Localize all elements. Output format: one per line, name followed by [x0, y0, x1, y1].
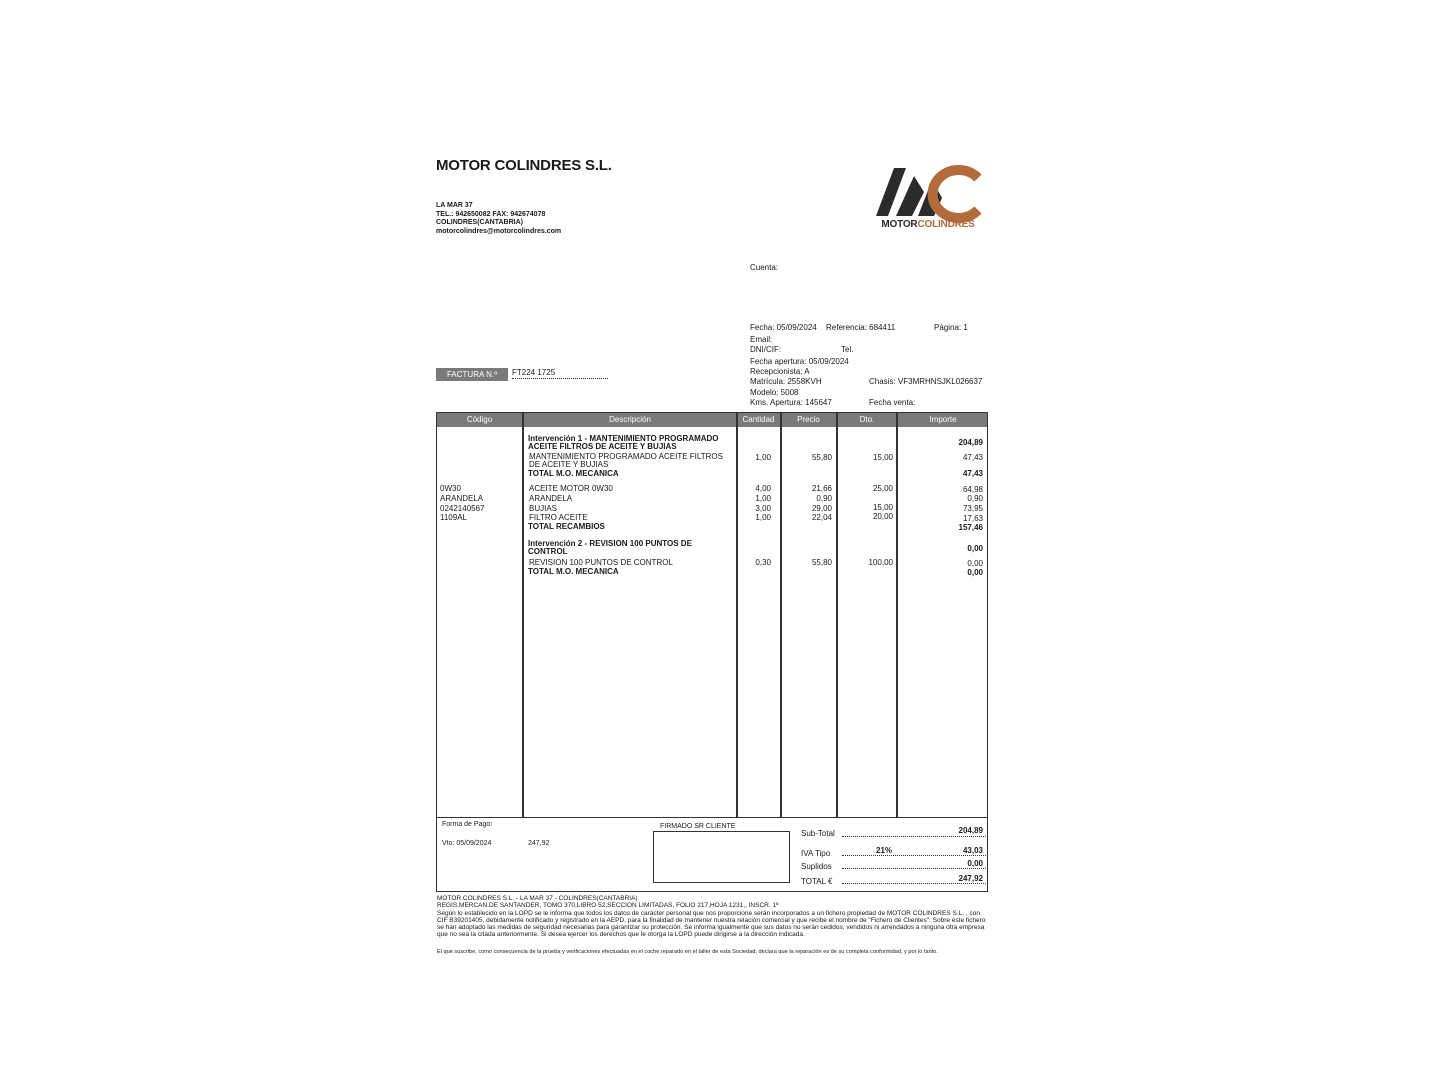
part-1-quantity: 4,00 — [755, 484, 771, 493]
labor-2-total: 0,00 — [967, 568, 983, 577]
company-name: MOTOR COLINDRES S.L. — [436, 157, 612, 174]
part-4-discount: 20,00 — [872, 512, 893, 521]
labor-1-description: MANTENIMIENTO PROGRAMADO ACEITE FILTROS — [529, 452, 723, 461]
intervention-2-total: 0,00 — [967, 544, 983, 553]
labor-1-description-cont: DE ACEITE Y BUJIAS — [529, 460, 609, 469]
column-header-quantity: Cantidad — [742, 415, 775, 424]
part-4-amount: 17,63 — [962, 514, 983, 523]
due-date: Vto: 05/09/2024 — [442, 840, 492, 847]
intervention-1-total: 204,89 — [958, 438, 983, 447]
payment-method-label: Forma de Pago: — [442, 821, 493, 828]
part-4-quantity: 1,00 — [755, 513, 771, 522]
column-divider — [780, 413, 782, 817]
parts-total-label: TOTAL RECAMBIOS — [528, 522, 605, 531]
intervention-2-title: Intervención 2 - REVISION 100 PUNTOS DE — [528, 539, 692, 548]
column-header-code: Código — [466, 415, 493, 424]
part-3-quantity: 3,00 — [755, 504, 771, 513]
legal-conformity-text: El que suscribe, como consecuencia de la prueba y verificaciones efectuadas en el coche reparado en el taller de esta Sociedad, declara que la reparación es de su completa conformidad, y por lo tanto. — [437, 949, 938, 955]
part-4-description: FILTRO ACEITE — [529, 513, 588, 522]
intervention-2-subtitle: CONTROL — [528, 547, 568, 556]
client-signature-label: FIRMADO SR CLIENTE — [660, 823, 736, 830]
iva-value: 43,03 — [962, 846, 983, 855]
labor-1-amount: 47,43 — [962, 453, 983, 462]
logo-word-colindres: COLINDRES — [917, 219, 975, 230]
invoice-lines-table — [436, 412, 988, 818]
legal-registry-line: REGIS.MERCAN.DE SANTANDER, TOMO 370,LIBRO 52,SECCION LIMITADAS, FOLIO 217,HOJA 1231,, INSCR. 1ª — [437, 902, 779, 910]
part-2-code: ARANDELA — [440, 494, 484, 503]
iva-rate: 21% — [876, 846, 893, 855]
labor-2-description: REVISION 100 PUNTOS DE CONTROL — [529, 558, 673, 567]
part-1-discount: 25,00 — [872, 484, 893, 493]
part-1-price: 21,66 — [811, 484, 832, 493]
part-4-price: 22,04 — [811, 513, 832, 522]
legal-notice — [437, 895, 987, 939]
labor-2-discount: 100,00 — [868, 558, 893, 567]
dotted-leader — [842, 868, 986, 869]
part-2-price: 0,90 — [816, 494, 832, 503]
invoice-number: FT224 1725 — [512, 368, 608, 379]
dotted-leader — [842, 855, 986, 856]
sale-date: Fecha venta: — [869, 398, 916, 407]
total-label: TOTAL € — [801, 877, 833, 886]
logo-wordmark — [872, 219, 984, 230]
part-1-code: 0W30 — [440, 484, 461, 493]
column-header-price: Precio — [797, 415, 820, 424]
suplidos-value: 0,00 — [967, 859, 983, 868]
page-number: Página: 1 — [934, 323, 968, 332]
dni-label: DNI/CIF: — [750, 345, 782, 354]
subtotal-value: 204,89 — [958, 826, 983, 835]
part-4-code: 1109AL — [440, 513, 467, 522]
company-phone-fax: TEL.: 942650082 FAX: 942674078 — [436, 210, 546, 218]
invoice-date: Fecha: 05/09/2024 — [750, 323, 817, 332]
total-value: 247,92 — [958, 874, 983, 883]
column-header-discount: Dto. — [859, 415, 875, 424]
part-3-discount: 15,00 — [872, 503, 893, 512]
labor-2-amount: 0,00 — [967, 559, 983, 568]
company-email: motorcolindres@motorcolindres.com — [436, 227, 562, 235]
legal-company-line: MOTOR COLINDRES S.L. - LA MAR 37 - COLINDRES(CANTABRIA) — [437, 895, 638, 902]
suplidos-label: Suplidos — [801, 862, 832, 871]
labor-1-total-label: TOTAL M.O. MECANICA — [528, 469, 619, 478]
dotted-leader — [842, 836, 986, 837]
part-2-quantity: 1,00 — [755, 494, 771, 503]
intervention-1-subtitle: ACEITE FILTROS DE ACEITE Y BUJIAS — [528, 442, 677, 451]
part-2-amount: 0,90 — [967, 494, 983, 503]
logo-word-motor: MOTOR — [881, 219, 918, 230]
legal-lopd-text: Según lo establecido en la LOPD se le informa que todos los datos de carácter personal que nos proporcione serán incorporados a un fichero propiedad de MOTOR COLINDRES S.L. , con CIF B39201405, debidamente notificado y registrado en la AEPD, para la finalidad de mantener nuestra relación comercial y que recibe el nombre de "Fichero de Clientes". Sobre este fichero se han adoptado las medidas de seguridad necesarias para garantizar su protección. Se informa igualmente que sus datos no serán cedidos, vendidos ni arrendados a ninguna otra empresa que no sea la citada anteriormente. Si desea ejercer los derechos que le otorga la LOPD puede dirigirse a la dirección indicada. — [437, 909, 986, 939]
column-divider — [896, 413, 898, 817]
part-3-code: 0242140567 — [440, 504, 485, 513]
company-city: COLINDRES(CANTABRIA) — [436, 219, 523, 226]
invoice-reference: Referencia: 684411 — [826, 323, 896, 332]
column-divider — [836, 413, 838, 817]
labor-1-quantity: 1,00 — [755, 453, 771, 462]
labor-1-total: 47,43 — [962, 469, 983, 478]
vehicle-model: Modelo: 5008 — [750, 388, 799, 397]
parts-total: 157,46 — [958, 523, 983, 532]
due-amount: 247,92 — [528, 840, 550, 847]
iva-label: IVA Tipo — [801, 849, 831, 858]
invoice-number-label: FACTURA N.º — [436, 368, 508, 381]
part-3-description: BUJIAS — [529, 504, 558, 513]
intervention-1-title: Intervención 1 - MANTENIMIENTO PROGRAMADO — [528, 434, 719, 443]
company-address: LA MAR 37 — [436, 202, 473, 209]
tel-label: Tel. — [841, 345, 854, 354]
part-1-amount: 64,98 — [962, 485, 983, 494]
odometer: Kms. Apertura: 145647 — [750, 398, 832, 407]
part-3-amount: 73,95 — [962, 504, 983, 513]
labor-2-price: 55,80 — [811, 558, 832, 567]
dotted-leader — [842, 883, 986, 884]
license-plate: Matrícula: 2558KVH — [750, 377, 822, 386]
cuenta-label: Cuenta: — [750, 263, 779, 272]
opening-date: Fecha apertura: 05/09/2024 — [750, 357, 849, 366]
column-header-amount: Importe — [929, 415, 957, 424]
receptionist: Recepcionista: A — [750, 367, 810, 376]
labor-1-discount: 15,00 — [872, 453, 893, 462]
labor-2-quantity: 0,30 — [755, 558, 771, 567]
part-3-price: 29,00 — [811, 504, 832, 513]
column-divider — [522, 413, 524, 817]
labor-2-total-label: TOTAL M.O. MECANICA — [528, 567, 619, 576]
client-signature-box — [653, 831, 790, 883]
email-label: Email: — [750, 335, 773, 344]
chassis-number: Chasis: VF3MRHNSJKL026637 — [869, 377, 983, 386]
column-divider — [736, 413, 738, 817]
company-address-block — [436, 202, 561, 236]
labor-1-price: 55,80 — [811, 453, 832, 462]
table-header — [437, 413, 987, 427]
column-header-description: Descripción — [609, 415, 651, 424]
part-1-description: ACEITE MOTOR 0W30 — [529, 484, 613, 493]
subtotal-label: Sub-Total — [801, 829, 835, 838]
part-2-description: ARANDELA — [529, 494, 573, 503]
